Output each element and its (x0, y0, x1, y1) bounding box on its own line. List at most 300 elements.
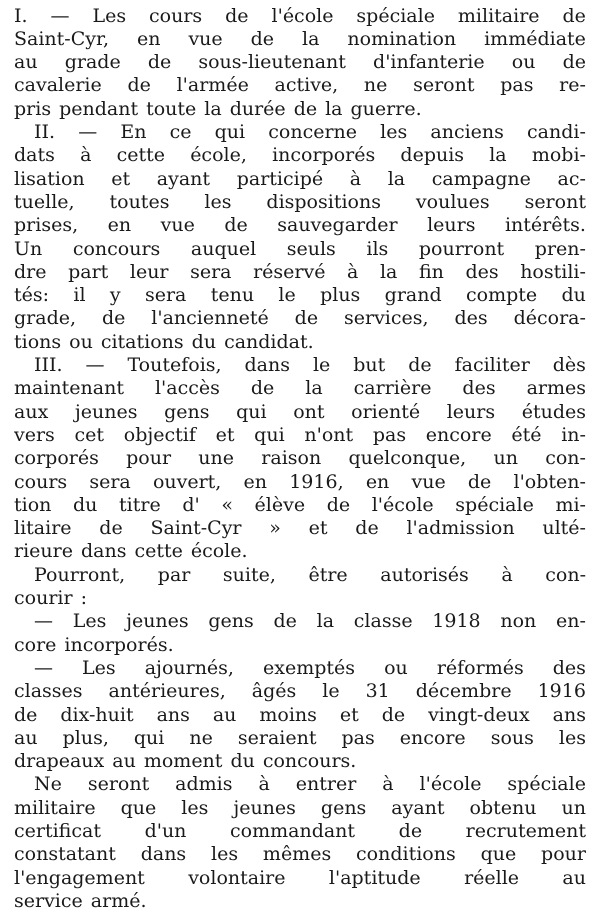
word: l'école (271, 4, 334, 27)
word: sauvegarder (277, 214, 398, 237)
word: seront (87, 773, 150, 796)
word: de (127, 74, 151, 97)
word: un (561, 796, 586, 819)
word: la (302, 27, 320, 50)
word: pren- (534, 237, 586, 260)
word: toute (146, 97, 197, 120)
word: drapeaux (14, 750, 105, 773)
word: cours (14, 470, 68, 493)
word: l'accès (154, 377, 220, 400)
text-line (14, 493, 586, 517)
word: classe (353, 610, 413, 633)
text-line (14, 330, 586, 354)
word: anciens (430, 121, 504, 143)
word: antérieures, (108, 680, 226, 703)
text-line (14, 866, 586, 890)
word: de (225, 4, 249, 27)
word: objectif (123, 423, 196, 446)
word: auquel (190, 237, 257, 260)
word: mêmes (262, 843, 332, 866)
word: l'école (371, 493, 434, 516)
word: ayant (391, 796, 445, 819)
word: à (349, 167, 362, 190)
word: in- (561, 423, 586, 446)
word: recrutement (465, 820, 586, 842)
word: réformés (436, 656, 524, 679)
word: sera (144, 284, 187, 307)
word: titre (119, 493, 161, 516)
word: sous-lieutenant (198, 51, 346, 74)
word: tés: (14, 284, 50, 307)
word: la (379, 260, 398, 283)
word: au (14, 51, 38, 74)
text-line (14, 214, 586, 238)
word: qui (254, 423, 285, 446)
word: En (120, 121, 147, 143)
text-line (14, 377, 586, 401)
word: incorporés (272, 144, 376, 167)
word: élève (254, 493, 306, 516)
word: Saint-Cyr, (14, 27, 110, 50)
word: ans (552, 703, 586, 726)
word: du (561, 284, 586, 307)
word: il (73, 284, 86, 307)
word: et (339, 703, 359, 726)
word: con- (545, 447, 586, 470)
word: ajournés, (144, 656, 234, 679)
word: et (111, 167, 131, 190)
word: de (408, 354, 432, 376)
text-line (14, 167, 586, 191)
word: ont (293, 400, 325, 423)
text-line (14, 820, 586, 844)
word: au (14, 726, 38, 749)
word: être (308, 563, 348, 586)
word: jeunes (126, 610, 189, 633)
word: militaire (457, 4, 540, 27)
word: spéciale (455, 493, 534, 516)
word: » (269, 517, 281, 540)
word: armes (526, 377, 586, 400)
word: hostili- (520, 260, 586, 283)
word: I. (14, 4, 28, 27)
word: ou (69, 330, 93, 353)
word: maintenant (14, 377, 124, 400)
word: à (80, 144, 92, 167)
word: but (353, 354, 386, 376)
word: de (293, 97, 318, 120)
word: dès (552, 354, 586, 376)
word: d' (182, 493, 200, 516)
word: aux (14, 400, 49, 423)
word: qui (133, 726, 165, 749)
word: — (34, 610, 53, 633)
text-line (14, 726, 586, 750)
word: pris (14, 97, 52, 120)
word: voulues (415, 190, 490, 213)
word: de (326, 493, 351, 516)
word: militaire (14, 796, 96, 819)
word: seraient (237, 726, 317, 749)
word: quelconque, (348, 447, 467, 470)
word: de (250, 377, 275, 400)
word: III. (34, 354, 63, 376)
word: plus, (62, 726, 109, 749)
word: l'engagement (14, 866, 145, 889)
word: l'aptitude (328, 866, 421, 889)
text-line (14, 470, 586, 494)
text-line (14, 74, 586, 98)
word: âgés (251, 680, 297, 703)
text-line (14, 703, 586, 727)
word: cette (116, 144, 165, 167)
word: 31 (365, 680, 390, 703)
word: les (204, 190, 232, 213)
word: de (562, 51, 586, 74)
text-line (14, 587, 586, 611)
word: études (521, 400, 586, 423)
word: sera (89, 470, 131, 493)
word: à (382, 773, 394, 796)
text-line (14, 610, 586, 634)
word: école, (190, 144, 247, 167)
word: raison (261, 447, 322, 470)
word: de (99, 517, 123, 540)
word: dans (244, 354, 290, 376)
word: ne (189, 726, 213, 749)
word: ils (366, 237, 389, 260)
word: : (80, 587, 87, 609)
word: le (322, 680, 340, 703)
word: depuis (400, 144, 465, 167)
word: concours. (262, 750, 357, 773)
word: pour (126, 447, 172, 470)
word: incorporés. (64, 633, 174, 656)
word: suite, (222, 563, 276, 586)
word: citations (100, 330, 184, 353)
word: d'un (144, 820, 187, 842)
word: encore (399, 726, 466, 749)
word: non (500, 610, 537, 633)
word: leur (129, 260, 169, 283)
text-line (14, 307, 586, 331)
word: courir (14, 587, 73, 609)
word: ulté- (542, 517, 586, 540)
text-line (14, 51, 586, 75)
word: été (511, 423, 542, 446)
word: vue (411, 470, 446, 493)
word: vingt-deux (428, 703, 530, 726)
text-line (14, 260, 586, 284)
word: jeunes (74, 400, 138, 423)
word: conditions (356, 843, 456, 866)
word: vue (160, 214, 195, 237)
word: guerre. (350, 97, 422, 120)
word: et (215, 423, 235, 446)
word: de (294, 307, 319, 330)
text-line (14, 423, 586, 447)
text-line (14, 656, 586, 680)
word: ayant (156, 167, 211, 190)
word: grade, (14, 307, 77, 330)
word: la (305, 377, 323, 400)
word: réservé (253, 260, 326, 283)
word: Ne (34, 773, 62, 796)
word: pas (341, 726, 375, 749)
word: grade (64, 51, 121, 74)
word: Pourront, (34, 563, 126, 586)
word: en- (556, 610, 586, 633)
word: carrière (353, 377, 432, 400)
word: « (221, 493, 233, 516)
word: part (68, 260, 109, 283)
word: cet (74, 423, 105, 446)
word: vue (188, 27, 223, 50)
word: des (454, 307, 488, 330)
text-line (14, 889, 586, 913)
word: — (50, 4, 70, 27)
word: immédiate (484, 27, 586, 50)
word: obtenu (469, 796, 537, 819)
word: 1916, (289, 470, 344, 493)
word: lisation (14, 167, 85, 190)
word: au (112, 750, 136, 773)
word: candi- (527, 121, 586, 143)
word: grand (384, 284, 442, 307)
word: la (325, 97, 343, 120)
word: dre (14, 260, 47, 283)
word: ouvert, (152, 470, 222, 493)
word: re- (559, 74, 586, 97)
word: intérêts. (504, 214, 586, 237)
word: volontaire (188, 866, 286, 889)
word: spéciale (507, 773, 586, 796)
word: en (107, 214, 132, 237)
word: de (14, 703, 38, 726)
word: concours (72, 237, 161, 260)
word: durée (229, 97, 286, 120)
word: 1918 (432, 610, 481, 633)
word: mi- (555, 493, 586, 516)
word: cours (149, 4, 203, 27)
word: réelle (464, 866, 520, 889)
word: spéciale (356, 4, 435, 27)
word: la (316, 610, 335, 633)
text-line (14, 843, 586, 867)
word: les (211, 843, 239, 866)
word: du (191, 330, 217, 353)
word: par (157, 563, 191, 586)
word: en (137, 27, 161, 50)
word: une (198, 447, 235, 470)
word: des (462, 377, 496, 400)
text-line (14, 27, 586, 51)
word: pas (500, 74, 534, 97)
word: Un (14, 237, 43, 260)
word: ou (384, 656, 408, 679)
word: n'ont (304, 423, 354, 446)
word: l'école (419, 773, 482, 796)
text-line (14, 237, 586, 261)
word: les (181, 796, 209, 819)
word: ne (363, 74, 388, 97)
word: entrer (295, 773, 357, 796)
word: de (147, 51, 172, 74)
word: — (78, 121, 98, 143)
word: admis (175, 773, 233, 796)
word: la (489, 144, 507, 167)
word: orienté (351, 400, 421, 423)
word: de (101, 307, 126, 330)
text-line (14, 563, 586, 587)
word: seront (413, 74, 475, 97)
word: 1916 (537, 680, 586, 703)
word: des (552, 656, 586, 679)
word: de (273, 610, 297, 633)
word: sous (490, 726, 534, 749)
text-line (14, 680, 586, 704)
word: qui (214, 121, 246, 143)
word: de (381, 703, 406, 726)
word: certificat (14, 820, 101, 842)
word: leurs (427, 214, 476, 237)
word: dans (140, 843, 187, 866)
word: de (250, 27, 275, 50)
word: Les (72, 610, 107, 633)
word: ce (169, 121, 192, 143)
word: sera (190, 260, 232, 283)
word: pourront (418, 237, 505, 260)
word: service (14, 889, 83, 912)
word: qui (236, 400, 267, 423)
word: et (308, 517, 328, 540)
word: de (562, 4, 586, 27)
word: au (562, 866, 586, 889)
word: seront (524, 190, 586, 213)
word: de (467, 470, 492, 493)
word: que (120, 796, 157, 819)
word: Toutefois, (127, 354, 222, 376)
word: tuelle, (14, 190, 75, 213)
word: autorisés (380, 563, 469, 586)
word: que (480, 843, 517, 866)
word: dans (80, 540, 127, 563)
word: l'armée (176, 74, 249, 97)
word: d'infanterie (373, 51, 485, 74)
word: prises, (14, 214, 79, 237)
word: l'admission (406, 517, 515, 540)
word: leurs (446, 400, 496, 423)
text-line (14, 354, 586, 378)
word: dats (14, 144, 55, 167)
word: constatant (14, 843, 116, 866)
word: dispositions (266, 190, 381, 213)
word: toutes (109, 190, 170, 213)
word: au (212, 703, 237, 726)
text-line (14, 284, 586, 308)
word: Saint-Cyr (150, 517, 242, 540)
word: à (258, 773, 270, 796)
word: corporés (14, 447, 99, 470)
word: du (73, 493, 98, 516)
word: la (204, 97, 222, 120)
word: commandant (230, 820, 356, 842)
word: classes (14, 680, 83, 703)
word: services, (344, 307, 429, 330)
word: gens (164, 400, 210, 423)
word: seuls (286, 237, 336, 260)
word: cette (134, 540, 183, 563)
word: l'obten- (513, 470, 586, 493)
word: les (558, 726, 586, 749)
word: du (230, 750, 255, 773)
word: dix-huit (60, 703, 134, 726)
word: jeunes (233, 796, 296, 819)
word: campagne (431, 167, 531, 190)
word: tenu (210, 284, 255, 307)
text-line (14, 796, 586, 820)
word: Les (82, 656, 116, 679)
word: II. (34, 121, 56, 143)
word: armé. (90, 889, 147, 912)
text-line (14, 4, 586, 28)
text-line (14, 517, 586, 541)
text-line (14, 121, 586, 145)
text-line (14, 540, 586, 564)
word: à (347, 260, 359, 283)
word: gens (320, 796, 367, 819)
word: active, (274, 74, 339, 97)
word: encore (425, 423, 492, 446)
word: participé (236, 167, 324, 190)
word: le (312, 354, 331, 376)
word: litaire (14, 517, 72, 540)
word: les (380, 121, 408, 143)
word: le (278, 284, 296, 307)
word: compte (465, 284, 538, 307)
word: fin (418, 260, 444, 283)
word: nomination (347, 27, 457, 50)
word: décora- (513, 307, 586, 330)
word: l'ancienneté (151, 307, 269, 330)
word: exemptés (263, 656, 356, 679)
word: candidat. (224, 330, 314, 353)
word: un (493, 447, 518, 470)
text-line (14, 750, 586, 774)
word: moment (143, 750, 223, 773)
word: la (387, 167, 406, 190)
text-line (14, 97, 586, 121)
word: de (355, 517, 379, 540)
word: mobi- (531, 144, 586, 167)
word: en (365, 470, 390, 493)
word: faciliter (454, 354, 530, 376)
word: tions (14, 330, 62, 353)
word: ou (511, 51, 536, 74)
text-line (14, 447, 586, 471)
word: école. (190, 540, 248, 563)
word: à (501, 563, 513, 586)
word: pour (541, 843, 586, 866)
word: — (34, 656, 53, 679)
word: décembre (415, 680, 512, 703)
word: core (14, 633, 57, 656)
word: — (85, 354, 105, 376)
word: tion (14, 493, 52, 516)
word: moins (259, 703, 317, 726)
word: concerne (268, 121, 358, 143)
word: vers (14, 423, 55, 446)
